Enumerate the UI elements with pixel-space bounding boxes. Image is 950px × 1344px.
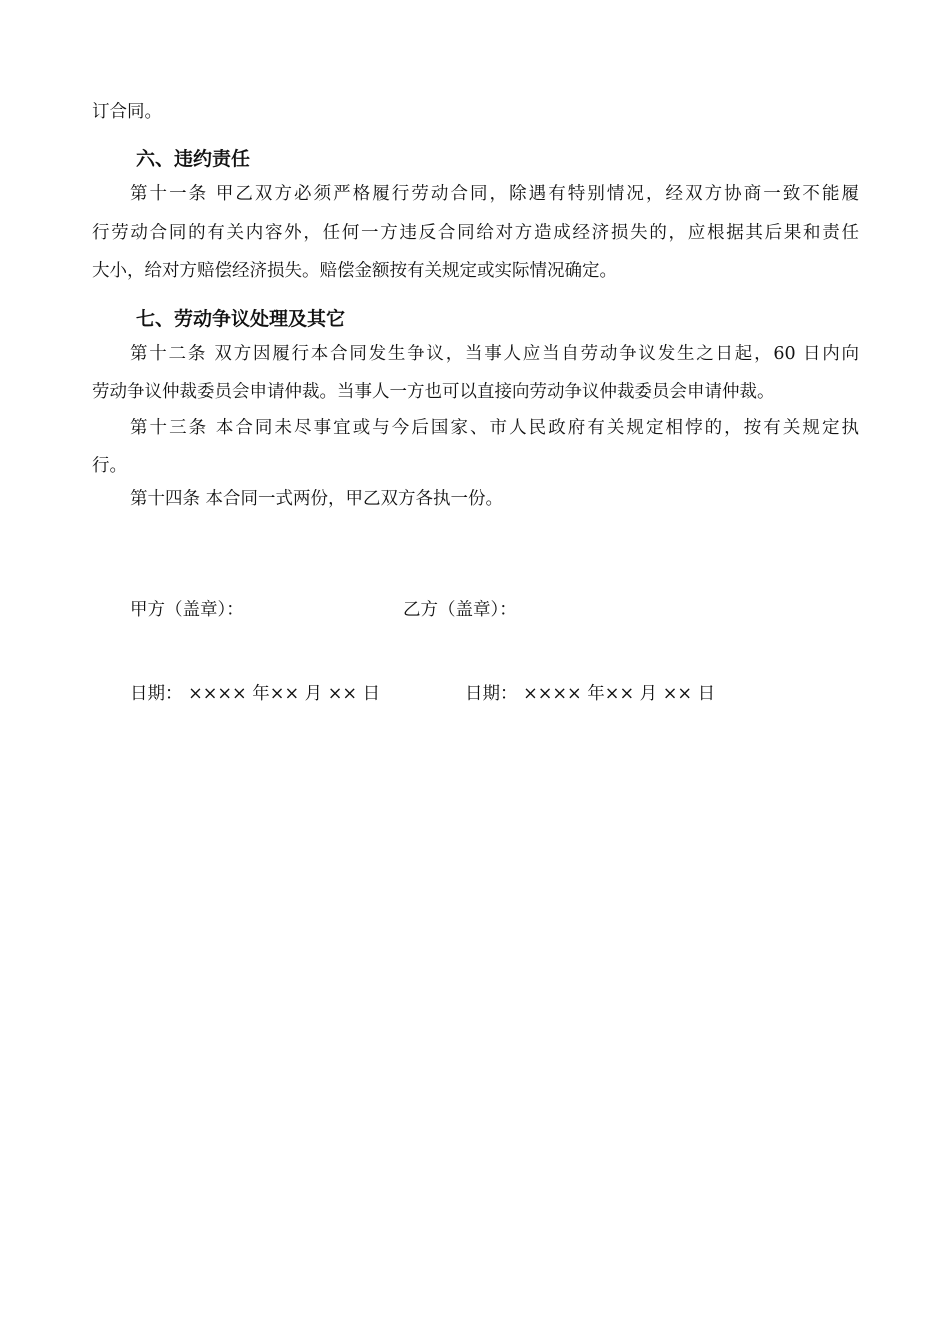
continuation-text: 订合同。 [92, 102, 162, 122]
section-heading-dispute-resolution: 七、劳动争议处理及其它 [136, 308, 346, 330]
section-heading-breach-liability: 六、违约责任 [136, 148, 251, 170]
article-13-line-2: 行。 [92, 456, 127, 476]
article-12-line-1: 第十二条 双方因履行本合同发生争议，当事人应当自劳动争议发生之日起，60 日内向 [130, 344, 859, 364]
article-12-line-2: 劳动争议仲裁委员会申请仲裁。当事人一方也可以直接向劳动争议仲裁委员会申请仲裁。 [92, 382, 775, 402]
article-11-line-3: 大小，给对方赔偿经济损失。赔偿金额按有关规定或实际情况确定。 [92, 261, 617, 281]
article-13-line-1: 第十三条 本合同未尽事宜或与今后国家、市人民政府有关规定相悖的，按有关规定执 [130, 418, 859, 438]
party-a-seal-label: 甲方（盖章）： [130, 600, 244, 620]
article-14-line-1: 第十四条 本合同一式两份，甲乙双方各执一份。 [130, 489, 504, 509]
party-b-seal-label: 乙方（盖章）： [403, 600, 517, 620]
party-b-date: 日期： ×××× 年×× 月 ×× 日 [465, 684, 716, 704]
party-a-date: 日期： ×××× 年×× 月 ×× 日 [130, 684, 381, 704]
article-11-line-2: 行劳动合同的有关内容外，任何一方违反合同给对方造成经济损失的，应根据其后果和责任 [92, 223, 859, 243]
article-11-line-1: 第十一条 甲乙双方必须严格履行劳动合同，除遇有特别情况，经双方协商一致不能履 [130, 184, 859, 204]
